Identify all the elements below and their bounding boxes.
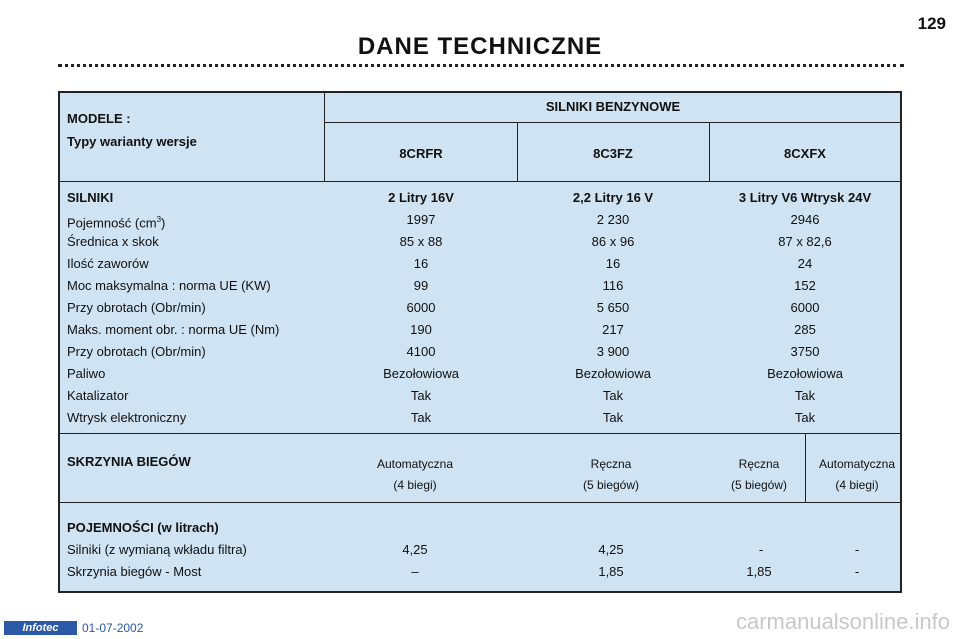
group-label: SILNIKI BENZYNOWE xyxy=(545,99,681,114)
engine-name-1: 2 Litry 16V xyxy=(388,190,454,205)
spec-value: Bezołowiowa xyxy=(383,366,459,381)
capacities-section-label: POJEMNOŚCI (w litrach) xyxy=(67,520,219,535)
spec-value: 99 xyxy=(413,278,429,293)
spec-value: 6000 xyxy=(406,300,436,315)
spec-value: 1997 xyxy=(406,212,436,227)
spec-value: Tak xyxy=(410,388,432,403)
capacity-value: 1,85 xyxy=(746,564,772,579)
spec-row-label: Maks. moment obr. : norma UE (Nm) xyxy=(67,322,280,337)
gearbox-gears: (5 biegów) xyxy=(582,478,640,492)
gearbox-type: Automatyczna xyxy=(818,457,896,471)
spec-value: 5 650 xyxy=(596,300,630,315)
hline-header-bottom xyxy=(60,181,902,182)
spec-value: Tak xyxy=(794,388,816,403)
spec-value: 6000 xyxy=(790,300,820,315)
spec-table xyxy=(58,91,902,593)
spec-row-label: Paliwo xyxy=(67,366,106,381)
footer-date: 01-07-2002 xyxy=(82,621,144,635)
vline-col1 xyxy=(517,122,518,181)
spec-value: 285 xyxy=(794,322,816,337)
spec-value: Tak xyxy=(602,410,624,425)
capacity-value: - xyxy=(854,542,860,557)
gearbox-gears: (4 biegi) xyxy=(835,478,879,492)
page-number: 129 xyxy=(917,14,946,33)
spec-row-label: Moc maksymalna : norma UE (KW) xyxy=(67,278,271,293)
hline-gearbox-bottom xyxy=(60,502,902,503)
spec-row-label: Wtrysk elektroniczny xyxy=(67,410,187,425)
engines-section-label: SILNIKI xyxy=(67,190,114,205)
capacity-value: 4,25 xyxy=(598,542,624,557)
spec-value: 85 x 88 xyxy=(399,234,443,249)
spec-value: Bezołowiowa xyxy=(575,366,651,381)
spec-value: 2946 xyxy=(790,212,820,227)
engine-code-1: 8CRFR xyxy=(399,146,443,161)
capacity-value: - xyxy=(854,564,860,579)
spec-value: 190 xyxy=(410,322,432,337)
gearbox-gears: (4 biegi) xyxy=(393,478,437,492)
spec-row-label: Przy obrotach (Obr/min) xyxy=(67,344,206,359)
spec-value: 217 xyxy=(602,322,624,337)
spec-value: Bezołowiowa xyxy=(767,366,843,381)
spec-value: 3750 xyxy=(790,344,820,359)
spec-value: 87 x 82,6 xyxy=(778,234,832,249)
engine-code-2: 8C3FZ xyxy=(593,146,633,161)
gearbox-gears: (5 biegów) xyxy=(730,478,788,492)
gearbox-section-label: SKRZYNIA BIEGÓW xyxy=(67,454,191,469)
watermark: carmanualsonline.info xyxy=(735,609,950,634)
vline-label-divider xyxy=(324,93,325,181)
capacity-value: – xyxy=(411,564,419,579)
variants-label: Typy warianty wersje xyxy=(67,134,197,149)
spec-value: 16 xyxy=(605,256,621,271)
engine-name-2: 2,2 Litry 16 V xyxy=(572,190,654,205)
spec-value: 152 xyxy=(794,278,816,293)
capacity-row-label: Silniki (z wymianą wkładu filtra) xyxy=(67,542,247,557)
spec-value: 86 x 96 xyxy=(591,234,635,249)
spec-value: Tak xyxy=(602,388,624,403)
dotted-divider xyxy=(58,64,904,67)
spec-value: 2 230 xyxy=(596,212,630,227)
vline-col2 xyxy=(709,122,710,181)
spec-value: Tak xyxy=(794,410,816,425)
capacity-value: 4,25 xyxy=(402,542,428,557)
spec-value: 4100 xyxy=(406,344,436,359)
capacity-value: 1,85 xyxy=(598,564,624,579)
hline-group-header xyxy=(324,122,902,123)
spec-row-label: Katalizator xyxy=(67,388,129,403)
infotec-logo: Infotec xyxy=(4,621,77,635)
models-label: MODELE : xyxy=(67,111,131,126)
vline-gearbox-split xyxy=(805,433,806,502)
spec-value: 116 xyxy=(602,278,624,293)
page-title: DANE TECHNICZNE xyxy=(357,33,603,60)
spec-row-label: Pojemność $(cm^3)$ xyxy=(67,215,166,231)
spec-value: 24 xyxy=(797,256,813,271)
spec-row-label: Średnica x skok xyxy=(67,234,159,249)
engine-name-3: 3 Litry V6 Wtrysk 24V xyxy=(738,190,872,205)
gearbox-type: Ręczna xyxy=(738,457,780,471)
engine-code-3: 8CXFX xyxy=(784,146,826,161)
gearbox-type: Automatyczna xyxy=(376,457,454,471)
capacity-row-label: Skrzynia biegów - Most xyxy=(67,564,202,579)
spec-row-label: Ilość zaworów xyxy=(67,256,149,271)
spec-value: Tak xyxy=(410,410,432,425)
capacity-value: - xyxy=(758,542,764,557)
hline-engines-bottom xyxy=(60,433,902,434)
spec-row-label: Przy obrotach (Obr/min) xyxy=(67,300,206,315)
spec-value: 3 900 xyxy=(596,344,630,359)
spec-value: 16 xyxy=(413,256,429,271)
gearbox-type: Ręczna xyxy=(590,457,632,471)
